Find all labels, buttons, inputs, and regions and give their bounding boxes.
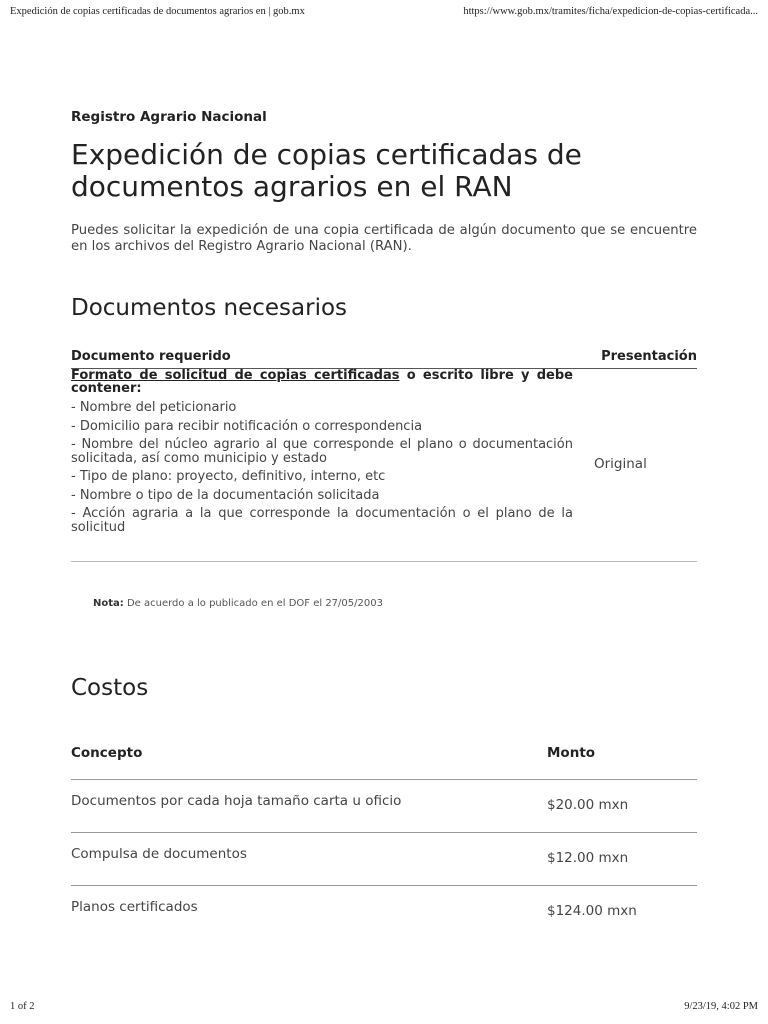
requirement-item: - Nombre o tipo de la documentación solicitada (71, 487, 380, 503)
costs-table-header (71, 745, 697, 780)
print-footer (10, 1001, 758, 1017)
note-text: De acuerdo a lo publicado en el DOF el 27/05/2003 (123, 598, 383, 609)
requirement-item: - Nombre del núcleo agrario al que corresponde el plano o documentación solicitada, así como municipio y estado (71, 437, 573, 466)
requirement-item: - Nombre del peticionario (71, 400, 237, 415)
required-document-intro-text: o escrito libre y debe contener: (71, 368, 573, 396)
cost-amount: $12.00 mxn (547, 850, 629, 866)
cost-concept: Planos certificados (71, 899, 198, 915)
requirement-item: - Tipo de plano: proyecto, definitivo, interno, etc (71, 469, 386, 484)
requirement-item: - Acción agraria a la que corresponde la documentación o el plano de la solicitud (71, 506, 573, 535)
required-document-intro (71, 369, 573, 395)
intro-paragraph: Puedes solicitar la expedición de una copia certificada de algún documento que se encuentre en los archivos del Registro Agrario Nacional (RAN). (71, 223, 697, 254)
cost-row (71, 780, 697, 833)
cost-concept: Compulsa de documentos (71, 846, 247, 862)
required-document-cell (71, 369, 573, 539)
cost-amount: $124.00 mxn (547, 903, 637, 919)
note (93, 598, 383, 609)
column-header-presentation: Presentación (601, 349, 697, 364)
agency-name: Registro Agrario Nacional (71, 109, 267, 125)
note-label: Nota: (93, 598, 124, 609)
column-header-document: Documento requerido (71, 349, 231, 364)
cost-amount: $20.00 mxn (547, 797, 629, 813)
request-form-link[interactable]: Formato de solicitud de copias certificadas (71, 368, 400, 383)
column-header-concept: Concepto (71, 745, 143, 761)
documents-heading: Documentos necesarios (71, 295, 348, 321)
print-page-title: Expedición de copias certificadas de documentos agrarios en | gob.mx (10, 6, 305, 17)
presentation-value: Original (594, 456, 647, 472)
documents-table-row (71, 369, 697, 562)
column-header-amount: Monto (547, 745, 596, 761)
print-datetime: 9/23/19, 4:02 PM (684, 1001, 758, 1012)
cost-row (71, 886, 697, 938)
cost-row (71, 833, 697, 886)
requirement-item: - Domicilio para recibir notificación o correspondencia (71, 418, 423, 434)
print-page-count: 1 of 2 (10, 1001, 35, 1012)
documents-table-header (71, 349, 697, 369)
print-header (10, 6, 758, 22)
costs-heading: Costos (71, 675, 149, 701)
print-url: https://www.gob.mx/tramites/ficha/expedicion-de-copias-certificada... (463, 6, 758, 17)
cost-concept: Documentos por cada hoja tamaño carta u oficio (71, 793, 402, 809)
page-title: Expedición de copias certificadas de documentos agrarios en el RAN (71, 138, 582, 203)
